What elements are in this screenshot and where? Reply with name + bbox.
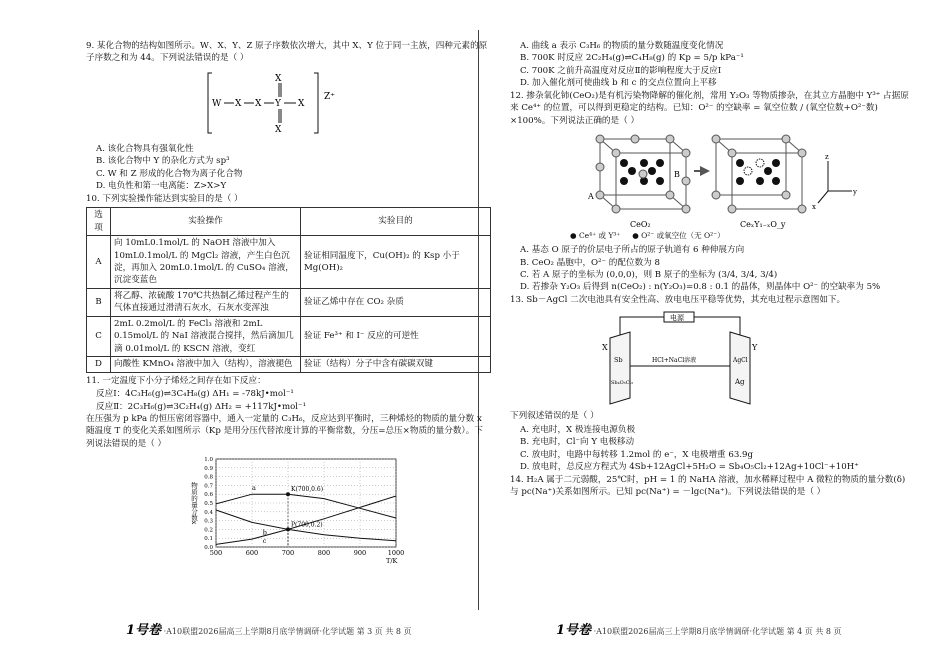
q11-reaction-1: 反应Ⅰ：4C₃H₆(g)⇌3C₄H₈(g) ΔH₁ = -78kJ•mol⁻¹: [96, 389, 294, 400]
legend-ce-icon: ●: [570, 231, 577, 241]
q13-option-c: C. 放电时，电路中每转移 1.2mol 的 e⁻，X 电极增重 63.9g: [520, 449, 754, 460]
atom-z: Z⁺: [324, 91, 336, 102]
atom-x-bottom: X: [275, 124, 282, 135]
row-goal: 验证 Fe³⁺ 和 I⁻ 反应的可逆性: [301, 316, 491, 356]
atom-w: W: [212, 98, 222, 109]
series-label-c: c: [262, 537, 267, 546]
left-column: [86, 40, 491, 574]
legend-ce: Ce⁴⁺ 或 Y³⁺: [578, 231, 621, 241]
series-label-a: a: [252, 484, 256, 493]
table-row: [87, 316, 491, 356]
x-tick-label: 600: [245, 549, 259, 558]
footer-left-text: ·A10联盟2026届高三上学期8月底学情调研·化学试题 第 3 页 共 8 页: [163, 627, 412, 636]
footer-left: [126, 622, 412, 641]
axis-x: x: [812, 203, 816, 212]
q11-chart: [186, 453, 491, 573]
q9-option-c: C. W 和 Z 形成的化合物为离子化合物: [96, 168, 243, 179]
label-electrolyte: HCl+NaCl溶液: [652, 357, 697, 365]
row-op: 向 10mL0.1mol/L 的 NaOH 溶液中加入 10mL0.1mol/L 的 MgCl₂ 溶液，产生白色沉淀，再加入 20mL0.1mol/L 的 CuSO₄ 溶液，沉淀变蓝色: [111, 236, 301, 289]
y-tick-label: 0.0: [204, 545, 213, 552]
x-tick-label: 700: [281, 549, 295, 558]
y-tick-label: 0.6: [204, 492, 213, 499]
y-tick-label: 0.9: [204, 466, 213, 473]
q9-option-a: A. 该化合物具有强氧化性: [96, 143, 194, 154]
x-tick-label: 900: [353, 549, 367, 558]
row-goal: 验证相同温度下，Cu(OH)₂ 的 Ksp 小于 Mg(OH)₂: [301, 236, 491, 289]
q11-option-b: B. 700K 时反应 2C₂H₄(g)⇌C₄H₈(g) 的 Kp = 5/p kPa⁻¹: [520, 53, 744, 64]
table-row: [87, 357, 491, 372]
ceo2-cell: [587, 135, 690, 229]
q11-chart-svg: [186, 453, 416, 569]
q12-stem: 12. 掺杂氧化铈(CeO₂)是有机污染物降解的催化剂，常用 Y₂O₃ 等物质掺杂，在其立方晶胞中 Y³⁺ 占据原来 Ce⁴⁺ 的位置，可以得到更稳定的结构。已知：O²⁻ 的空缺率 = 氧空位数 / (氧空位数+O²⁻数) ×100%。下列说法正确的是（ ）: [510, 90, 909, 126]
q11-stem: 11. 一定温度下小分子烯烃之间存在如下反应：: [86, 375, 266, 386]
atom-x-right: X: [298, 98, 305, 109]
q12-crystal-figure: [560, 131, 860, 231]
row-op: 将乙醇、浓硫酸 170℃共热制乙烯过程产生的气体直接通过滑清石灰水，石灰水变浑浊: [111, 288, 301, 316]
cexyoy-cell: [712, 135, 806, 229]
legend-o-icon: ●: [632, 231, 639, 241]
q13-battery-figure: [580, 310, 780, 406]
q12-legend: [570, 231, 910, 242]
series-line-a: [216, 495, 396, 519]
q13-stem: 13. Sb－AgCl 二次电池具有安全性高、放电电压平稳等优势，其充电过程示意图如下。: [510, 294, 846, 305]
x-tick-label: 800: [317, 549, 331, 558]
q10-header-option: 选项: [87, 208, 111, 236]
q9-stem: 9. 某化合物的结构如图所示。W、X、Y、Z 原子序数依次增大，其中 X、Y 位于同一主族，四种元素的原子序数之和为 44。下列说法错误的是（ ）: [86, 41, 488, 64]
x-tick-label: 1000: [387, 549, 405, 558]
q9-structure: [206, 69, 336, 139]
label-sb: Sb: [614, 356, 623, 365]
table-row: [87, 236, 491, 289]
q9-option-b: B. 该化合物中 Y 的杂化方式为 sp³: [96, 156, 230, 167]
annotation-label: K(700,0.6): [291, 486, 324, 494]
q12-option-b: B. CeO₂ 晶胞中，O²⁻ 的配位数为 8: [520, 257, 660, 268]
q9-structure-svg: [206, 69, 346, 141]
axis-z: z: [825, 153, 829, 162]
q13-option-d: D. 放电时，总反应方程式为 4Sb+12AgCl+5H₂O = Sb₄O₅Cl₂+12Ag+10Cl⁻+10H⁺: [520, 462, 859, 473]
footer-right: [556, 622, 842, 641]
x-tick-label: 500: [209, 549, 223, 558]
series-label-b: b: [262, 528, 267, 537]
y-tick-label: 0.1: [204, 536, 213, 543]
row-label: C: [87, 316, 111, 356]
q13-option-a: A. 充电时，X 极连接电源负极: [520, 424, 636, 435]
q11-option-a: A. 曲线 a 表示 C₃H₆ 的物质的量分数随温度变化情况: [520, 41, 724, 51]
y-tick-label: 0.5: [204, 501, 213, 508]
q13-battery-svg: [580, 310, 780, 406]
row-op: 2mL 0.2mol/L 的 FeCl₃ 溶液和 2mL 0.15mol/L 的 NaI 溶液混合搅拌，然后滴加几滴 0.01mol/L 的 KSCN 溶液，变红: [111, 316, 301, 356]
row-label: A: [87, 236, 111, 289]
label-b: B: [674, 170, 680, 180]
label-ag: Ag: [735, 378, 745, 387]
y-tick-label: 0.2: [204, 527, 213, 534]
q10-stem: 10. 下列实验操作能达到实验目的是（ ）: [86, 193, 243, 204]
atom-y: Y: [275, 98, 281, 109]
q10-header-goal: 实验目的: [301, 208, 491, 236]
label-cexyoy: CeₓY₁₋ₓO_y: [740, 220, 786, 230]
q11-body: 在压强为 p kPa 的恒压密闭容器中，通入一定量的 C₃H₆，反应达到平衡时，三种烯烃的物质的量分数 x 随温度 T 的变化关系如图所示（Kp 是用分压代替浓度计算的平衡常数，分压=总压×物质的量分数）。下列说法错误的是（ ）: [86, 413, 483, 449]
y-axis-label: 物质的量分数x: [190, 481, 198, 525]
row-op: 向酸性 KMnO₄ 溶液中加入（结构），溶液褪色: [111, 357, 301, 372]
legend-o: O²⁻ 或氧空位（无 O²⁻）: [641, 231, 725, 241]
q10-header-row: [87, 208, 491, 236]
q12-option-a: A. 基态 O 原子的价层电子所占的原子轨道有 6 种伸展方向: [520, 245, 745, 256]
right-column: [510, 40, 910, 499]
label-agcl: AgCl: [733, 357, 748, 365]
q11-reaction-2: 反应Ⅱ：2C₃H₆(g)⇌3C₂H₄(g) ΔH₂ = +117kJ•mol⁻¹: [96, 401, 307, 412]
q11-option-c: C. 700K 之前升高温度对反应Ⅱ的影响程度大于反应Ⅰ: [520, 65, 722, 76]
q11-option-d: D. 加入催化剂可使曲线 b 和 c 的交点位置向上平移: [520, 78, 717, 89]
atom-x-top: X: [275, 73, 282, 84]
label-sb4o5cl2: Sb₄O₅Cl₂: [611, 380, 634, 387]
electrode-x: X: [602, 343, 608, 353]
electrode-y: Y: [752, 343, 758, 353]
atom-x1: X: [235, 98, 242, 109]
footer-logo-right: 1号卷: [556, 623, 592, 638]
row-goal: 验证乙烯中存在 CO₂ 杂质: [301, 288, 491, 316]
q12-option-d: D. 若掺杂 Y₂O₃ 后得到 n(CeO₂) : n(Y₂O₃)=0.8 : 0.1 的晶体，则晶体中 O²⁻ 的空缺率为 5%: [520, 282, 881, 293]
footer-logo-left: 1号卷: [126, 623, 162, 638]
q10-table: [86, 207, 491, 372]
axis-y: y: [853, 188, 857, 197]
y-tick-label: 0.3: [204, 518, 213, 525]
row-label: B: [87, 288, 111, 316]
y-tick-label: 0.8: [204, 474, 213, 481]
x-axis-label: T/K: [386, 557, 398, 566]
footer-right-text: ·A10联盟2026届高三上学期8月底学情调研·化学试题 第 4 页 共 8 页: [593, 627, 842, 636]
q10-header-op: 实验操作: [111, 208, 301, 236]
row-goal: 验证（结构）分子中含有碳碳双键: [301, 357, 491, 372]
y-tick-label: 0.7: [204, 483, 213, 490]
power-label: 电源: [670, 314, 684, 323]
q12-option-c: C. 若 A 原子的坐标为 (0,0,0)，则 B 原子的坐标为 (3/4, 3/4, 3/4): [520, 269, 778, 280]
y-tick-label: 1.0: [204, 457, 213, 464]
series-line-c: [216, 496, 396, 544]
table-row: [87, 288, 491, 316]
q13-ask: 下列叙述错误的是（ ）: [510, 411, 599, 422]
atom-x2: X: [255, 98, 262, 109]
q13-option-b: B. 充电时，Cl⁻向 Y 电极移动: [520, 437, 635, 448]
row-label: D: [87, 357, 111, 372]
q12-crystal-svg: [560, 131, 860, 231]
axes-icon: [812, 153, 857, 211]
label-a: A: [588, 192, 594, 202]
q14-stem: 14. H₂A 属于二元弱酸，25℃时，pH = 1 的 NaHA 溶液，加水稀释过程中 A 微粒的物质的量分数(δ)与 pc(Na⁺)关系如图所示。已知 pc(Na⁺) = －lgc(Na⁺)。下列说法错误的是（ ）: [510, 474, 906, 498]
y-tick-label: 0.4: [204, 510, 213, 517]
label-ceo2: CeO₂: [630, 220, 651, 230]
annotation-label: P(700,0.2): [291, 521, 323, 529]
q9-option-d: D. 电负性和第一电离能：Z>X>Y: [96, 181, 227, 192]
